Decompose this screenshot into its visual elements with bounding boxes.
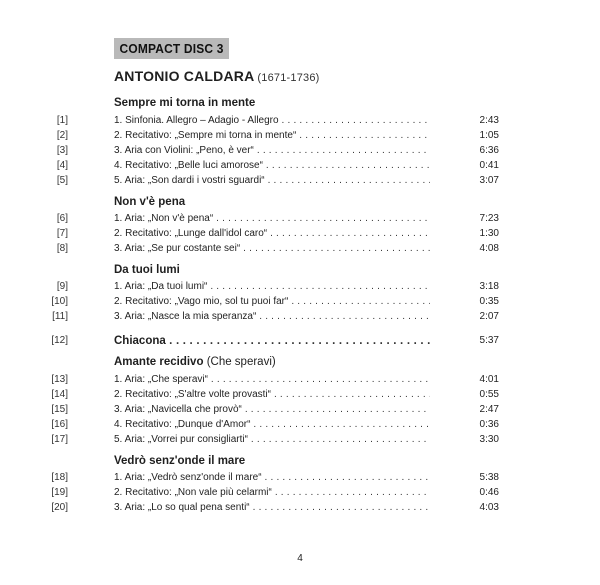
track-duration: 2:47 xyxy=(430,403,499,417)
track-duration: 7:23 xyxy=(430,212,499,226)
section-title: Amante recidivo xyxy=(114,356,204,368)
track-title: 2. Recitativo: „S'altre volte provasti“ . . . xyxy=(114,388,471,402)
track-row xyxy=(0,159,600,173)
track-row xyxy=(0,418,600,432)
track-number: [8] xyxy=(56,243,68,254)
track-row xyxy=(0,373,600,387)
track-duration: 5:38 xyxy=(430,471,499,485)
track-title: 4. Recitativo: „Dunque d'Amor“ . . . xyxy=(114,418,471,432)
track-duration: 0:41 xyxy=(430,159,499,173)
track-row xyxy=(0,212,600,226)
section-subtitle: (Che speravi) xyxy=(206,356,276,368)
track-number: [7] xyxy=(56,228,68,239)
track-title: 2. Recitativo: „Vago mio, sol tu puoi far“ . . . xyxy=(114,295,471,309)
track-title: 1. Sinfonia. Allegro – Adagio - Allegro . . . xyxy=(114,114,471,128)
section-heading: Da tuoi lumi xyxy=(114,264,180,276)
track-number: [10] xyxy=(51,296,68,307)
track-title: Chiacona . . . xyxy=(114,334,471,348)
composer-years: (1671-1736) xyxy=(257,72,320,84)
track-row xyxy=(0,174,600,188)
track-number: [6] xyxy=(56,213,68,224)
track-title: 2. Recitativo: „Sempre mi torna in mente“ . . . xyxy=(114,129,471,143)
track-title: 4. Recitativo: „Belle luci amorose“ . . . xyxy=(114,159,471,173)
track-number: [2] xyxy=(56,130,68,141)
track-row-chiacona xyxy=(0,334,600,348)
track-title: 3. Aria: „Se pur costante sei“ . . . xyxy=(114,242,471,256)
page-number: 4 xyxy=(297,553,303,564)
track-number: [20] xyxy=(51,502,68,513)
track-title: 3. Aria: „Lo so qual pena senti“ . . . xyxy=(114,501,471,515)
track-duration: 3:07 xyxy=(430,174,499,188)
track-title: 3. Aria: „Nasce la mia speranza“ . . . xyxy=(114,310,471,324)
track-title: 1. Aria: „Vedrò senz'onde il mare“ . . . xyxy=(114,471,471,485)
track-row xyxy=(0,227,600,241)
track-duration: 4:08 xyxy=(430,242,499,256)
composer-name: ANTONIO CALDARA xyxy=(114,68,255,84)
track-number: [5] xyxy=(56,175,68,186)
track-duration: 0:55 xyxy=(430,388,499,402)
track-row xyxy=(0,280,600,294)
track-row xyxy=(0,433,600,447)
disc-label: COMPACT DISC 3 xyxy=(114,38,229,59)
track-row xyxy=(0,501,600,515)
track-duration: 1:05 xyxy=(430,129,499,143)
track-number: [4] xyxy=(56,160,68,171)
track-number: [15] xyxy=(51,404,68,415)
track-duration: 3:18 xyxy=(430,280,499,294)
track-number: [18] xyxy=(51,472,68,483)
track-title: 3. Aria con Violini: „Peno, è ver“ . . . xyxy=(114,144,471,158)
track-number: [3] xyxy=(56,145,68,156)
track-number: [1] xyxy=(56,115,68,126)
section-heading: Sempre mi torna in mente xyxy=(114,97,256,109)
track-duration: 0:36 xyxy=(430,418,499,432)
track-title: 3. Aria: „Navicella che provò“ . . . xyxy=(114,403,471,417)
track-duration: 5:37 xyxy=(430,334,499,348)
composer-line xyxy=(114,68,320,84)
section-heading: Vedrò senz'onde il mare xyxy=(114,455,246,467)
track-duration: 1:30 xyxy=(430,227,499,241)
track-row xyxy=(0,471,600,485)
track-number: [13] xyxy=(51,374,68,385)
track-duration: 2:43 xyxy=(430,114,499,128)
track-title: 5. Aria: „Vorrei pur consigliarti“ . . . xyxy=(114,433,471,447)
track-row xyxy=(0,403,600,417)
track-row xyxy=(0,388,600,402)
track-number: [19] xyxy=(51,487,68,498)
track-title: 1. Aria: „Non v'è pena“ . . . xyxy=(114,212,471,226)
track-duration: 4:03 xyxy=(430,501,499,515)
section-heading: Non v'è pena xyxy=(114,196,186,208)
track-row xyxy=(0,114,600,128)
track-title: 2. Recitativo: „Non vale più celarmi“ . . . xyxy=(114,486,471,500)
track-title: 5. Aria: „Son dardi i vostri sguardi“ . . . xyxy=(114,174,471,188)
track-duration: 6:36 xyxy=(430,144,499,158)
track-title: 1. Aria: „Che speravi“ . . . xyxy=(114,373,471,387)
track-title: 1. Aria: „Da tuoi lumi“ . . . xyxy=(114,280,471,294)
track-title: 2. Recitativo: „Lunge dall'idol caro“ . . . xyxy=(114,227,471,241)
track-duration: 3:30 xyxy=(430,433,499,447)
track-duration: 2:07 xyxy=(430,310,499,324)
track-duration: 0:35 xyxy=(430,295,499,309)
track-duration: 0:46 xyxy=(430,486,499,500)
track-row xyxy=(0,310,600,324)
track-number: [17] xyxy=(51,434,68,445)
track-row xyxy=(0,486,600,500)
track-row xyxy=(0,242,600,256)
track-number: [14] xyxy=(51,389,68,400)
track-number: [12] xyxy=(51,335,68,346)
track-number: [9] xyxy=(56,281,68,292)
section-heading xyxy=(114,356,276,368)
track-number: [16] xyxy=(51,419,68,430)
track-row xyxy=(0,295,600,309)
track-number: [11] xyxy=(52,311,68,322)
track-duration: 4:01 xyxy=(430,373,499,387)
track-row xyxy=(0,144,600,158)
track-row xyxy=(0,129,600,143)
